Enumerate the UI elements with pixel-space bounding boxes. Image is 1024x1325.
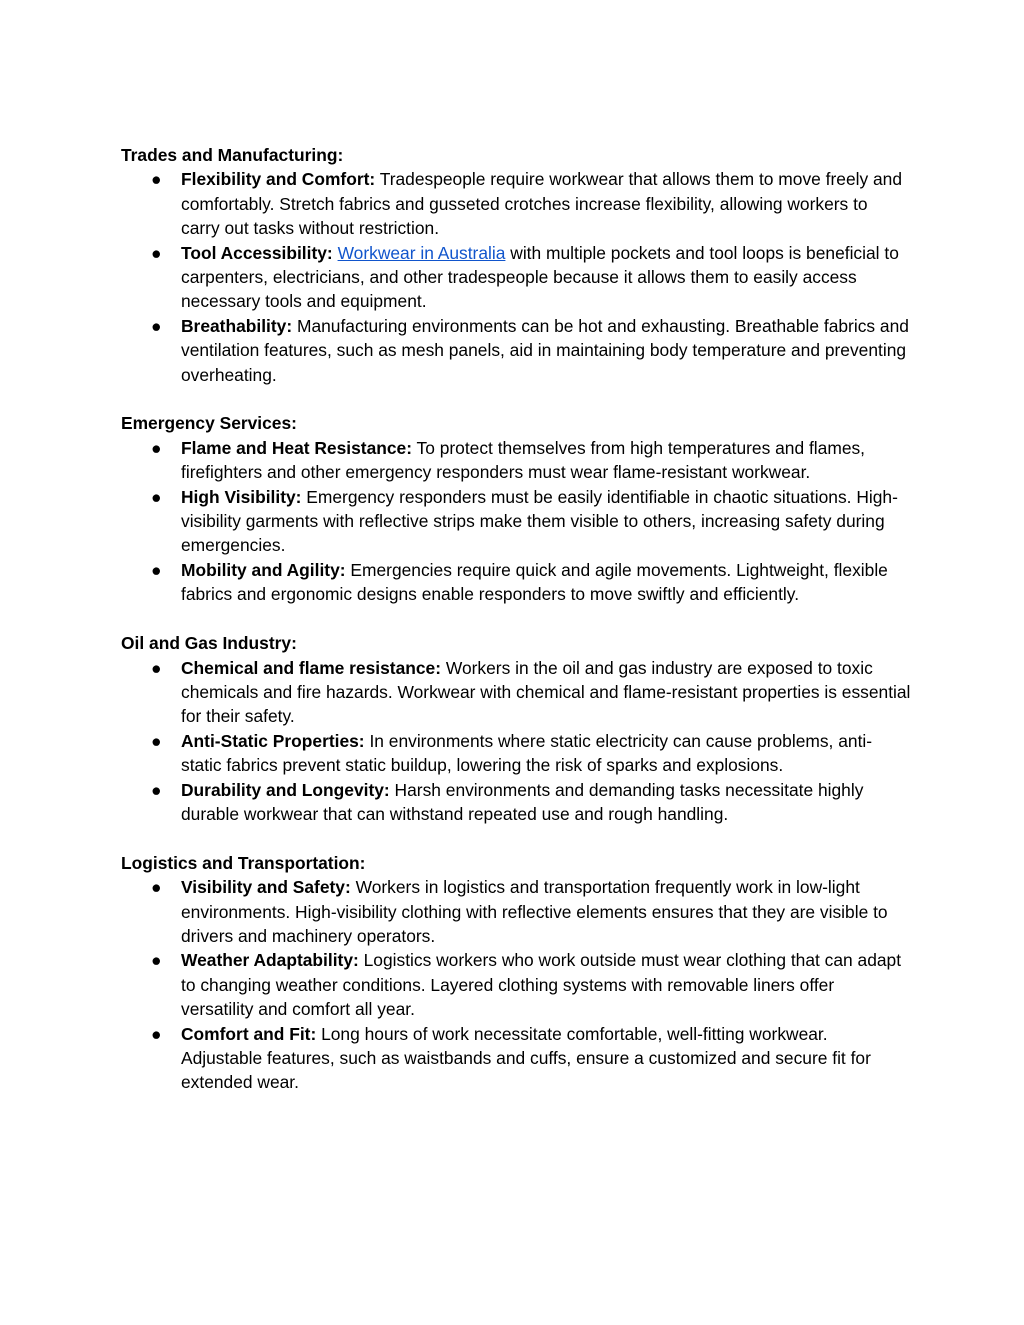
bullet-icon: ● — [151, 950, 162, 971]
section-heading: Oil and Gas Industry: — [121, 633, 297, 654]
bullet-list — [121, 656, 911, 827]
item-text: In environments where static electricity can cause problems, anti-static fabrics prevent static buildup, lowering the risk of sparks and explosions. — [181, 730, 873, 776]
bullet-list — [121, 167, 911, 387]
bullet-icon: ● — [151, 730, 162, 751]
bullet-icon: ● — [151, 169, 162, 190]
item-term: Mobility and Agility: — [181, 559, 346, 580]
item-term: Comfort and Fit: — [181, 1023, 317, 1044]
item-text: with multiple pockets and tool loops is beneficial to carpenters, electricians, and other tradespeople because it allows them to easily access necessary tools and equipment. — [181, 242, 899, 312]
section-heading: Emergency Services: — [121, 413, 297, 434]
item-text: Emergency responders must be easily identifiable in chaotic situations. High-visibility garments with reflective strips make them visible to others, increasing safety during emergencies. — [181, 486, 898, 556]
workwear-australia-link[interactable]: Workwear in Australia — [337, 242, 506, 263]
item-text: Harsh environments and demanding tasks necessitate highly durable workwear that can withstand repeated use and rough handling. — [181, 779, 864, 824]
item-term: Breathability: — [181, 315, 293, 336]
list-item — [121, 558, 911, 607]
item-term: Chemical and flame resistance: — [181, 657, 442, 678]
item-term: Tool Accessibility: — [181, 242, 333, 263]
document-page — [121, 143, 911, 1119]
list-item — [121, 241, 911, 314]
section-logistics-transportation — [121, 851, 911, 1095]
item-term: Weather Adaptability: — [181, 950, 359, 971]
bullet-icon: ● — [151, 1023, 162, 1044]
item-term: Anti-Static Properties: — [181, 730, 365, 751]
list-item — [121, 656, 911, 729]
item-term: Flame and Heat Resistance: — [181, 437, 412, 458]
item-text: Logistics workers who work outside must wear clothing that can adapt to changing weather conditions. Layered clothing systems with removable liners offer versatility and comfort all year. — [181, 950, 902, 1020]
item-text: To protect themselves from high temperatures and flames, firefighters and other emergency responders must wear flame-resistant workwear. — [181, 437, 866, 483]
item-text: Tradespeople require workwear that allows them to move freely and comfortably. Stretch fabrics and gusseted crotches increase flexibility, allowing workers to carry out tasks without restriction. — [181, 169, 903, 239]
item-term: Flexibility and Comfort: — [181, 169, 376, 190]
item-text: Emergencies require quick and agile movements. Lightweight, flexible fabrics and ergonomic designs enable responders to move swiftly and efficiently. — [181, 559, 888, 605]
bullet-icon: ● — [151, 437, 162, 458]
section-heading: Trades and Manufacturing: — [121, 145, 344, 165]
list-item — [121, 729, 911, 778]
section-trades-manufacturing — [121, 143, 911, 387]
bullet-list — [121, 436, 911, 607]
item-term: Durability and Longevity: — [181, 779, 390, 800]
list-item — [121, 314, 911, 387]
bullet-icon: ● — [151, 242, 162, 263]
list-item — [121, 167, 911, 240]
section-oil-gas — [121, 631, 911, 826]
item-text: Workers in logistics and transportation frequently work in low-light environments. High-visibility clothing with reflective elements ensures that they are visible to drivers and machinery operators. — [181, 877, 888, 946]
item-text: Workers in the oil and gas industry are exposed to toxic chemicals and fire hazards. Workwear with chemical and flame-resistant properties is essential for their safety. — [181, 657, 911, 727]
section-heading: Logistics and Transportation: — [121, 852, 366, 873]
list-item — [121, 778, 911, 827]
bullet-icon: ● — [151, 657, 162, 678]
section-emergency-services — [121, 411, 911, 606]
bullet-icon: ● — [151, 315, 162, 336]
list-item — [121, 436, 911, 485]
list-item — [121, 875, 911, 948]
list-item — [121, 948, 911, 1021]
item-text: Manufacturing environments can be hot and exhausting. Breathable fabrics and ventilation features, such as mesh panels, aid in maintaining body temperature and preventing overheating. — [181, 315, 909, 385]
item-term: High Visibility: — [181, 486, 302, 507]
bullet-icon: ● — [151, 877, 162, 898]
bullet-icon: ● — [151, 559, 162, 580]
list-item — [121, 485, 911, 558]
item-text: Long hours of work necessitate comfortable, well-fitting workwear. Adjustable features, such as waistbands and cuffs, ensure a customized and secure fit for extended wear. — [181, 1023, 871, 1093]
bullet-list — [121, 875, 911, 1095]
bullet-icon: ● — [151, 779, 162, 800]
list-item — [121, 1022, 911, 1095]
item-term: Visibility and Safety: — [181, 877, 351, 898]
bullet-icon: ● — [151, 486, 162, 507]
